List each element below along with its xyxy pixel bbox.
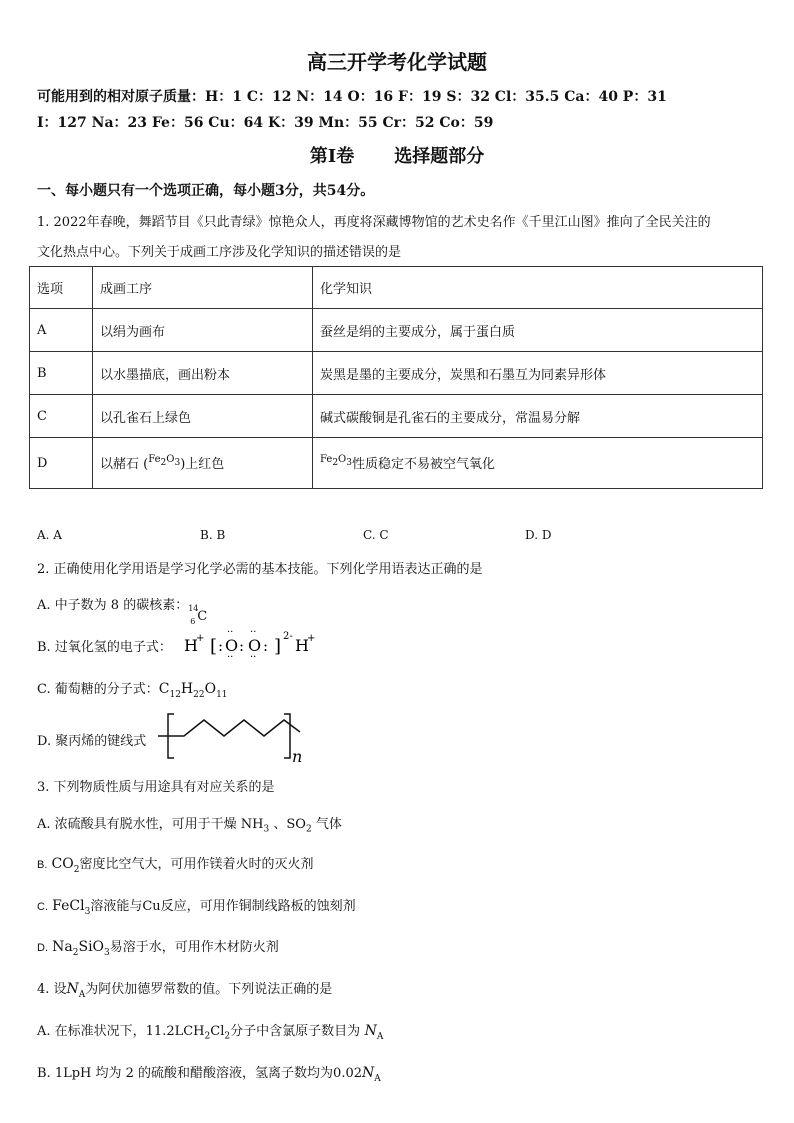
table-cell-option: B: [30, 352, 93, 395]
q2-a-label: A. 中子数为 8 的碳核素：: [37, 598, 189, 613]
svg-text:H: H: [184, 636, 198, 655]
svg-text::: :: [263, 637, 269, 655]
q4-a-pre: A. 在标准状况下，11.2L: [37, 1024, 184, 1039]
process-text-post: )上红色: [180, 456, 225, 472]
table-cell-option: A: [30, 309, 93, 352]
table-header-row: [30, 267, 763, 309]
q4-b-pre: B. 1LpH 均为 2 的硫酸和醋酸溶液，氢离子数均为0.02: [37, 1066, 362, 1081]
svg-text:[: [: [210, 636, 218, 657]
avogadro-symbol: $N_A$: [362, 1065, 381, 1084]
svg-text:H: H: [295, 636, 309, 655]
table-cell-knowledge: 蚕丝是绢的主要成分，属于蛋白质: [313, 309, 763, 352]
formula-c12h22o11: $C_{12}H_{22}O_{11}$: [158, 681, 228, 700]
q3-stem: 3. 下列物质性质与用途具有对应关系的是: [37, 780, 275, 795]
svg-text:]: ]: [274, 636, 282, 657]
instruction: 一、每小题只有一个选项正确，每小题3分，共54分。: [37, 183, 375, 199]
section-name: 选择题部分: [394, 146, 485, 167]
svg-text:··: ··: [250, 652, 257, 663]
formula-co2: $CO_2$: [51, 856, 80, 875]
q2-stem: 2. 正确使用化学用语是学习化学必需的基本技能。下列化学用语表达正确的是: [37, 562, 483, 577]
svg-text:··: ··: [250, 627, 257, 638]
svg-text:n: n: [292, 747, 303, 766]
q2-b-label: B. 过氧化氢的电子式：: [37, 640, 172, 655]
table-cell-option: C: [30, 395, 93, 438]
formula-na2sio3: $Na_2SiO_3$: [52, 939, 110, 958]
q1-table: [29, 266, 763, 489]
table-cell-process: 以孔雀石上绿色: [93, 395, 313, 438]
q3-option-a: [37, 813, 342, 835]
q4-a-post: 分子中含氯原子数目为: [230, 1024, 361, 1039]
avogadro-symbol: $N_A$: [360, 1023, 384, 1042]
q3-option-c: [37, 895, 356, 917]
q2-option-a: A. 中子数为 8 的碳核素： 14 6 C: [37, 598, 208, 626]
svg-text:+: +: [307, 633, 316, 644]
q4-stem-pre: 4. 设: [37, 982, 67, 997]
q4-stem: [37, 978, 332, 1000]
table-header-cell: 选项: [30, 267, 93, 309]
q4-stem-post: 为阿伏加德罗常数的值。下列说法正确的是: [85, 982, 333, 997]
svg-text:··: ··: [227, 652, 234, 663]
atomic-masses-line-1: 可能用到的相对原子质量：H：1 C：12 N：14 O：16 F：19 S：32 Cl：35.5 Ca：40 P：31: [37, 89, 667, 105]
q1-answer-d: D. D: [525, 528, 552, 542]
svg-text::: :: [239, 637, 245, 655]
table-row: [30, 395, 763, 438]
q3-option-b: [37, 853, 314, 875]
svg-text:··: ··: [227, 627, 234, 638]
table-cell-knowledge: 炭黑是墨的主要成分，炭黑和石墨互为同素异形体: [313, 352, 763, 395]
section-heading: [0, 142, 794, 168]
table-row: [30, 352, 763, 395]
q3-c-label: C.: [37, 901, 48, 913]
table-row: [30, 438, 763, 489]
table-cell-knowledge: [313, 438, 763, 489]
q3-b-label: B.: [37, 859, 48, 871]
section-label: 第Ⅰ卷: [309, 146, 355, 167]
peroxide-electron-formula: [180, 624, 330, 664]
q1-stem-line-1: 1. 2022年春晚，舞蹈节目《只此青绿》惊艳众人，再度将深藏博物馆的艺术史名作《千里江山图》推向了全民关注的: [37, 215, 711, 230]
q4-option-a: [37, 1020, 383, 1042]
svg-text:O: O: [225, 636, 239, 655]
q1-stem-line-2: 文化热点中心。下列关于成画工序涉及化学知识的描述错误的是: [37, 245, 402, 260]
q2-option-c: [37, 678, 228, 700]
q3-c-text: 溶液能与Cu反应，可用作铜制线路板的蚀刻剂: [90, 899, 356, 914]
q4-option-b: [37, 1062, 381, 1084]
avogadro-symbol: $N_A$: [66, 981, 86, 1000]
table-cell-process: 以水墨描底，画出粉本: [93, 352, 313, 395]
svg-text:2-: 2-: [283, 631, 293, 642]
knowledge-text: 性质稳定不易被空气氧化: [351, 456, 495, 472]
q3-a-pre: A. 浓硫酸具有脱水性，可用于干燥: [37, 817, 241, 832]
svg-text::: :: [218, 637, 224, 655]
atomic-masses-line-2: I：127 Na：23 Fe：56 Cu：64 K：39 Mn：55 Cr：52 Co：59: [37, 115, 494, 131]
svg-text:O: O: [248, 636, 262, 655]
q3-option-d: [37, 936, 279, 958]
formula-fe2o3: Fe2O3: [320, 453, 352, 468]
formula-fecl3: FeCl$_3$: [52, 898, 91, 917]
table-cell-process: 以绢为画布: [93, 309, 313, 352]
q1-answer-c: C. C: [363, 528, 389, 542]
table-cell-process: [93, 438, 313, 489]
process-text-pre: 以赭石 (: [100, 456, 149, 472]
polypropylene-skeletal-formula: [156, 710, 306, 766]
formula-fe2o3: Fe2O3: [148, 453, 181, 468]
table-header-cell: 成画工序: [93, 267, 313, 309]
table-header-cell: 化学知识: [313, 267, 763, 309]
q2-c-label: C. 葡萄糖的分子式：: [37, 682, 159, 697]
q1-answer-b: B. B: [200, 528, 226, 542]
table-cell-option: D: [30, 438, 93, 489]
q3-a-post: 气体: [315, 817, 342, 832]
q2-option-b: [37, 636, 172, 655]
table-cell-knowledge: 碱式碳酸铜是孔雀石的主要成分，常温易分解: [313, 395, 763, 438]
page-title: 高三开学考化学试题: [307, 50, 487, 74]
q2-option-d: D. 聚丙烯的键线式: [37, 734, 147, 749]
q1-answer-a: A. A: [37, 528, 62, 542]
svg-text:+: +: [196, 633, 205, 644]
q3-d-label: D.: [37, 942, 48, 954]
q3-d-text: 易溶于水，可用作木材防火剂: [109, 940, 279, 955]
formula-ch2cl2: $CH_2Cl_2$: [183, 1024, 231, 1042]
table-row: [30, 309, 763, 352]
q3-b-text: 密度比空气大，可用作镁着火时的灭火剂: [79, 857, 314, 872]
formula-nh3-so2: $NH_3$ 、$SO_2$: [240, 817, 312, 835]
